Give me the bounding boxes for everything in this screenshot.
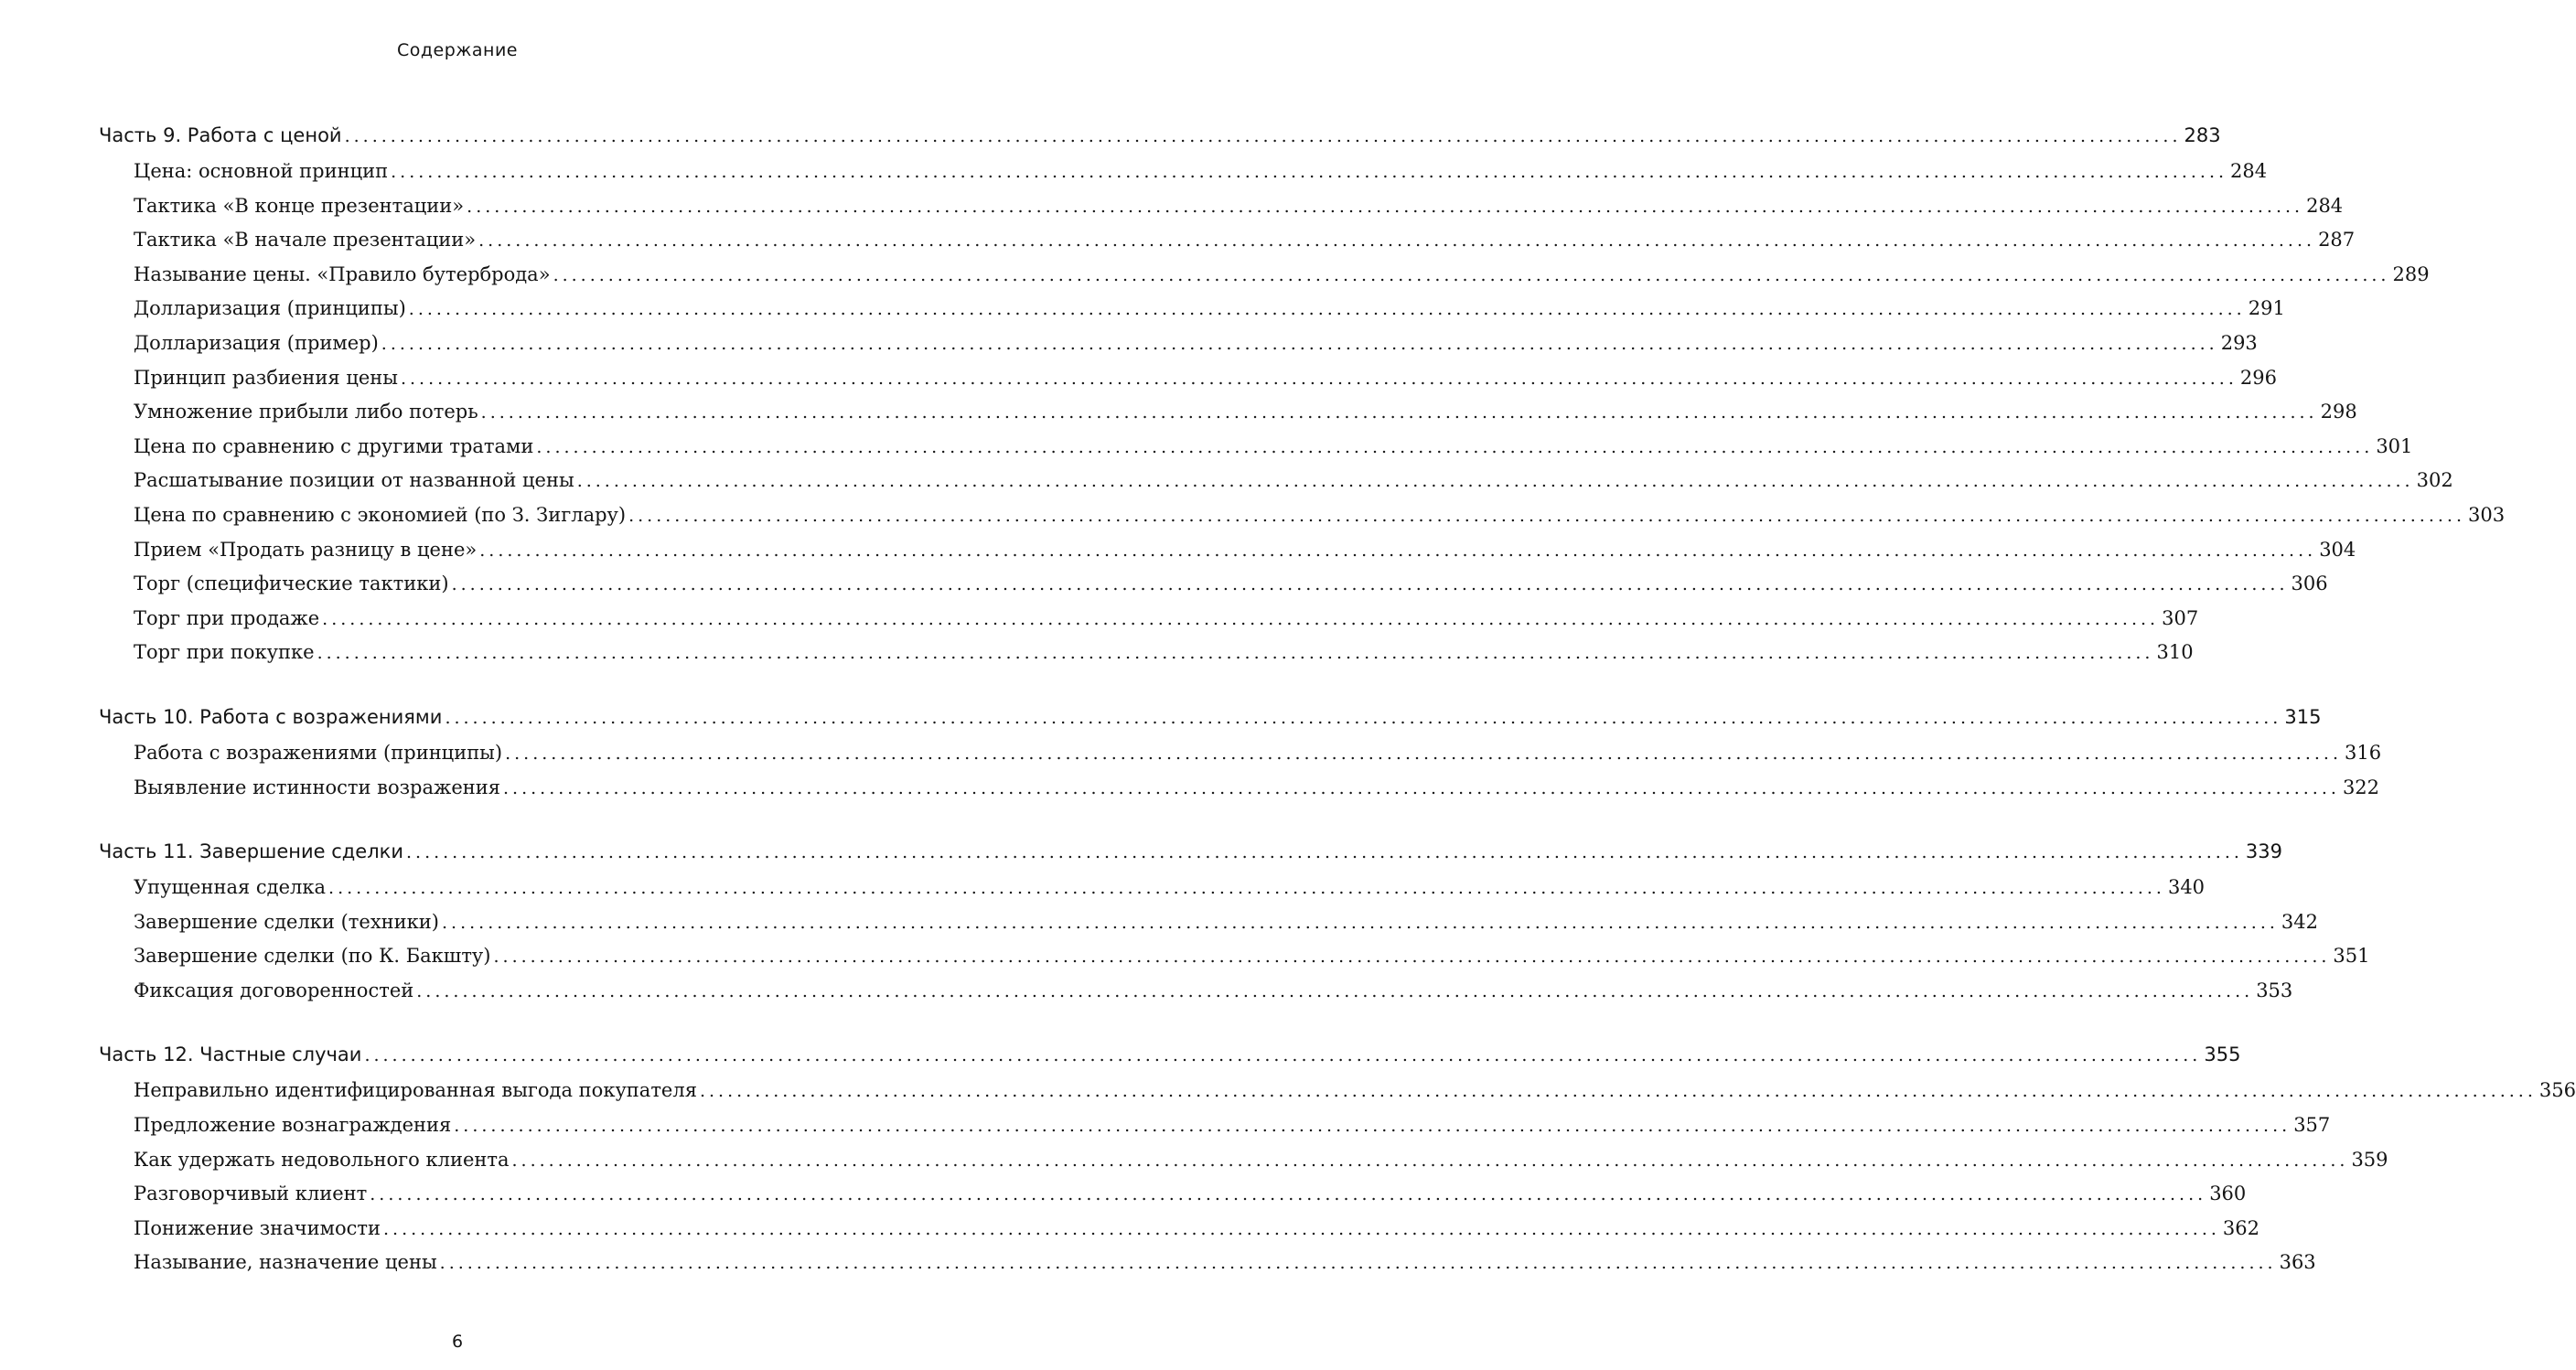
toc-entry[interactable] xyxy=(99,741,2382,776)
toc-entry[interactable] xyxy=(99,876,2206,911)
toc-part xyxy=(99,1044,2576,1286)
entry-page-number: 296 xyxy=(2239,366,2277,389)
toc-entry[interactable] xyxy=(99,331,2258,367)
entry-title: Расшатывание позиции от названной цены xyxy=(134,469,574,492)
entry-page-number: 284 xyxy=(2306,194,2344,217)
toc-entry[interactable] xyxy=(99,538,2356,573)
dot-leader: ........................................................................................................................................................................................................ xyxy=(400,368,2238,389)
dot-leader: ........................................................................................................................................................................................................ xyxy=(405,842,2243,863)
entry-page-number: 363 xyxy=(2279,1251,2316,1274)
dot-leader: ........................................................................................................................................................................................................ xyxy=(344,126,2182,146)
dot-leader: ........................................................................................................................................................................................................ xyxy=(503,777,2340,798)
entry-title: Завершение сделки (по К. Бакшту) xyxy=(134,945,491,968)
entry-page-number: 357 xyxy=(2293,1114,2331,1137)
part-title: Часть 9. Работа с ценой xyxy=(99,124,342,146)
toc-entry[interactable] xyxy=(99,1183,2247,1217)
entry-title: Фиксация договоренностей xyxy=(134,979,414,1001)
entry-page-number: 322 xyxy=(2342,776,2380,798)
toc-entry[interactable] xyxy=(99,1251,2316,1286)
entry-title: Неправильно идентифицированная выгода покупателя xyxy=(134,1079,697,1102)
dot-leader: ........................................................................................................................................................................................................ xyxy=(493,947,2331,968)
page-number: 6 xyxy=(451,1332,464,1352)
dot-leader: ........................................................................................................................................................................................................ xyxy=(445,707,2282,728)
entry-title: Выявление истинности возражения xyxy=(134,776,501,798)
entry-page-number: 298 xyxy=(2320,401,2357,423)
entry-title: Принцип разбиения цены xyxy=(134,366,398,389)
entry-page-number: 304 xyxy=(2319,538,2356,561)
dot-leader: ........................................................................................................................................................................................................ xyxy=(479,540,2317,561)
toc-part-heading[interactable] xyxy=(99,124,2221,160)
toc-part xyxy=(99,840,2370,1013)
toc-entry[interactable] xyxy=(99,297,2285,332)
entry-page-number: 351 xyxy=(2333,945,2370,968)
toc-entry[interactable] xyxy=(99,366,2277,401)
dot-leader: ........................................................................................................................................................................................................ xyxy=(454,1116,2292,1137)
entry-page-number: 302 xyxy=(2416,469,2453,492)
toc-entry[interactable] xyxy=(99,606,2199,642)
toc-entry[interactable] xyxy=(99,641,2194,676)
toc-entry[interactable] xyxy=(99,1148,2388,1183)
entry-page-number: 360 xyxy=(2209,1183,2247,1205)
entry-title: Цена по сравнению с экономией (по З. Зиглару) xyxy=(134,503,627,526)
dot-leader: ........................................................................................................................................................................................................ xyxy=(439,1253,2277,1274)
entry-title: Торг при покупке xyxy=(134,641,315,664)
dot-leader: ........................................................................................................................................................................................................ xyxy=(553,264,2390,285)
entry-title: Работа с возражениями (принципы) xyxy=(134,741,503,764)
toc-entry[interactable] xyxy=(99,401,2357,435)
entry-page-number: 316 xyxy=(2345,741,2382,764)
part-title: Часть 11. Завершение сделки xyxy=(99,840,403,863)
entry-page-number: 287 xyxy=(2318,229,2356,252)
entry-title: Завершение сделки (техники) xyxy=(134,910,439,933)
dot-leader: ........................................................................................................................................................................................................ xyxy=(505,743,2343,764)
dot-leader: ........................................................................................................................................................................................................ xyxy=(467,196,2304,217)
toc-entry[interactable] xyxy=(99,573,2328,607)
toc-entry[interactable] xyxy=(99,229,2356,263)
entry-title: Торг при продаже xyxy=(134,606,320,629)
entry-page-number: 359 xyxy=(2351,1148,2388,1171)
entry-page-number: 340 xyxy=(2167,876,2206,899)
entry-title: Долларизация (пример) xyxy=(134,331,379,354)
part-title: Часть 10. Работа с возражениями xyxy=(99,705,443,728)
dot-leader: ........................................................................................................................................................................................................ xyxy=(451,574,2289,595)
dot-leader: ........................................................................................................................................................................................................ xyxy=(478,230,2316,252)
toc-entry[interactable] xyxy=(99,194,2344,230)
entry-page-number: 289 xyxy=(2392,262,2430,285)
entry-page-number: 353 xyxy=(2256,979,2293,1001)
dot-leader: ........................................................................................................................................................................................................ xyxy=(699,1081,2537,1102)
dot-leader: ........................................................................................................................................................................................................ xyxy=(328,878,2165,899)
entry-page-number: 293 xyxy=(2220,331,2258,354)
toc-entry[interactable] xyxy=(99,776,2380,811)
entry-title: Цена по сравнению с другими тратами xyxy=(134,434,534,457)
entry-title: Называние, назначение цены xyxy=(134,1251,437,1274)
toc-entry[interactable] xyxy=(99,910,2319,946)
entry-page-number: 310 xyxy=(2156,641,2194,664)
entry-page-number: 342 xyxy=(2281,910,2319,933)
entry-page-number: 291 xyxy=(2248,297,2285,320)
entry-title: Упущенная сделка xyxy=(134,876,327,899)
dot-leader: ........................................................................................................................................................................................................ xyxy=(381,333,2218,354)
entry-page-number: 306 xyxy=(2291,573,2328,595)
toc-part-heading[interactable] xyxy=(99,840,2282,876)
entry-page-number: 303 xyxy=(2468,503,2506,526)
entry-title: Понижение значимости xyxy=(134,1216,381,1239)
toc-entry[interactable] xyxy=(99,262,2430,298)
toc-entry[interactable] xyxy=(99,979,2293,1014)
dot-leader: ........................................................................................................................................................................................................ xyxy=(322,608,2160,629)
toc-part xyxy=(99,124,2506,676)
toc-entry[interactable] xyxy=(99,469,2453,504)
entry-title: Предложение вознаграждения xyxy=(134,1114,452,1137)
entry-title: Долларизация (принципы) xyxy=(134,297,406,320)
entry-page-number: 284 xyxy=(2230,160,2268,182)
dot-leader: ........................................................................................................................................................................................................ xyxy=(383,1218,2220,1239)
dot-leader: ........................................................................................................................................................................................................ xyxy=(511,1150,2349,1171)
dot-leader: ........................................................................................................................................................................................................ xyxy=(416,980,2254,1001)
toc-part-heading[interactable] xyxy=(99,1044,2241,1079)
entry-title: Называние цены. «Правило бутерброда» xyxy=(134,262,551,285)
entry-title: Разговорчивый клиент xyxy=(134,1183,368,1205)
toc-entry[interactable] xyxy=(99,1216,2260,1252)
entry-page-number: 362 xyxy=(2222,1216,2260,1239)
part-page-number: 355 xyxy=(2204,1044,2241,1066)
dot-leader: ........................................................................................................................................................................................................ xyxy=(628,505,2466,526)
dot-leader: ........................................................................................................................................................................................................ xyxy=(370,1184,2207,1205)
table-of-contents xyxy=(99,124,2576,1316)
part-page-number: 315 xyxy=(2284,705,2322,728)
entry-page-number: 356 xyxy=(2538,1079,2576,1102)
entry-title: Как удержать недовольного клиента xyxy=(134,1148,510,1171)
entry-title: Прием «Продать разницу в цене» xyxy=(134,538,478,561)
toc-entry[interactable] xyxy=(99,503,2506,539)
dot-leader: ........................................................................................................................................................................................................ xyxy=(364,1045,2202,1066)
dot-leader: ........................................................................................................................................................................................................ xyxy=(317,643,2154,664)
dot-leader: ........................................................................................................................................................................................................ xyxy=(442,912,2279,933)
toc-part xyxy=(99,705,2382,810)
dot-leader: ........................................................................................................................................................................................................ xyxy=(536,436,2374,457)
toc-part-heading[interactable] xyxy=(99,705,2322,742)
part-title: Часть 12. Частные случаи xyxy=(99,1044,362,1066)
toc-entry[interactable] xyxy=(99,945,2370,979)
dot-leader: ........................................................................................................................................................................................................ xyxy=(391,162,2228,182)
entry-title: Тактика «В начале презентации» xyxy=(134,229,477,252)
entry-title: Тактика «В конце презентации» xyxy=(134,194,465,217)
toc-entry[interactable] xyxy=(99,434,2413,470)
part-page-number: 339 xyxy=(2245,840,2282,863)
dot-leader: ........................................................................................................................................................................................................ xyxy=(408,299,2246,320)
entry-title: Цена: основной принцип xyxy=(134,160,389,182)
entry-page-number: 307 xyxy=(2162,606,2199,629)
entry-title: Умножение прибыли либо потерь xyxy=(134,401,478,423)
running-header: Содержание xyxy=(397,40,518,60)
toc-entry[interactable] xyxy=(99,160,2268,195)
toc-entry[interactable] xyxy=(99,1114,2331,1149)
dot-leader: ........................................................................................................................................................................................................ xyxy=(576,471,2414,492)
entry-page-number: 301 xyxy=(2376,434,2413,457)
toc-entry[interactable] xyxy=(99,1079,2576,1114)
dot-leader: ........................................................................................................................................................................................................ xyxy=(480,402,2318,423)
part-page-number: 283 xyxy=(2184,124,2221,146)
entry-title: Торг (специфические тактики) xyxy=(134,573,449,595)
